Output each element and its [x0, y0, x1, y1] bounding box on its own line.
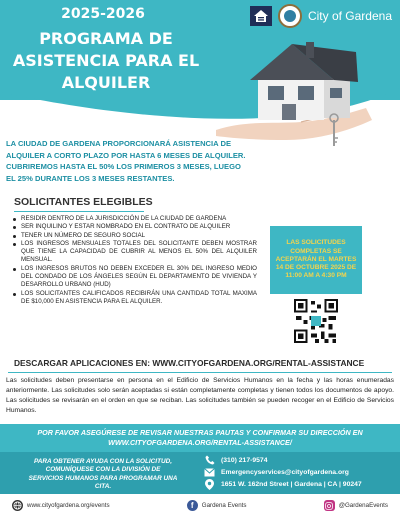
equal-housing-icon	[250, 6, 272, 26]
instagram-icon	[324, 500, 335, 511]
globe-icon	[12, 500, 23, 511]
callout-text: LAS SOLICITUDES COMPLETAS SE ACEPTARÁN EL MARTES 14 DE OCTUBRE 2025 DE 11:00 AM A 4:30 PM	[275, 239, 357, 280]
footer-facebook-text: Gardena Events	[201, 502, 247, 509]
facebook-icon: f	[187, 500, 198, 511]
eligibility-list	[12, 215, 257, 306]
contact-address-row	[204, 478, 399, 490]
download-link[interactable]: DESCARGAR APLICACIONES EN: WWW.CITYOFGARDENA.ORG/RENTAL-ASSISTANCE	[14, 358, 365, 368]
contact-email-row[interactable]	[204, 466, 399, 478]
footer	[0, 494, 400, 517]
contact-phone-row[interactable]	[204, 454, 399, 466]
intro-text: LA CIUDAD DE GARDENA PROPORCIONARÁ ASISTENCIA DE ALQUILER A CORTO PLAZO POR HASTA 6 MESES DE ALQUILER. CUBRIREMOS HASTA EL 50% LOS PRIMEROS 3 MESES, LUEGO EL 25% DURANTE LOS 3 MESES RESTANTES.	[6, 139, 246, 183]
logo-group	[250, 4, 392, 28]
phone-icon	[204, 455, 215, 466]
apply-divider	[8, 372, 392, 373]
contact-help-text: PARA OBTENER AYUDA CON LA SOLICITUD, COMUNÍQUESE CON LA DIVISIÓN DE SERVICIOS HUMANOS PARA PROGRAMAR UNA CITA.	[28, 458, 178, 491]
banner-text: POR FAVOR ASEGÚRESE DE REVISAR NUESTRAS PAUTAS Y CONFIRMAR SU DIRECCIÓN EN WWW.CITYOFGARDENA.ORG/RENTAL-ASSISTANCE/	[37, 428, 363, 447]
footer-website[interactable]	[12, 500, 110, 511]
list-item: TENER UN NÚMERO DE SEGURO SOCIAL	[12, 232, 257, 240]
page-title: PROGRAMA DE ASISTENCIA PARA EL ALQUILER	[12, 29, 200, 92]
guidelines-banner	[0, 424, 400, 452]
contact-email: Emergencyservices@cityofgardena.org	[221, 468, 349, 476]
list-item: LOS INGRESOS MENSUALES TOTALES DEL SOLICITANTE DEBEN MOSTRAR QUE TIENE LA CAPACIDAD DE CUBRIR AL MENOS EL 50% DEL ALQUILER MENSUAL.	[12, 240, 257, 265]
footer-instagram[interactable]	[324, 500, 388, 511]
city-seal-icon	[278, 4, 302, 28]
qr-code-icon[interactable]	[292, 297, 340, 345]
eligibility-divider	[14, 211, 144, 212]
location-pin-icon	[204, 479, 215, 490]
list-item: SER INQUILINO Y ESTAR NOMBRADO EN EL CONTRATO DE ALQUILER	[12, 223, 257, 231]
list-item: RESIDIR DENTRO DE LA JURISDICCIÓN DE LA CIUDAD DE GARDENA	[12, 215, 257, 223]
list-item: LOS SOLICITANTES CALIFICADOS RECIBIRÁN UNA CANTIDAD TOTAL MAXIMA DE $10,000 EN ASISTENCIA PARA EL ALQUILER.	[12, 290, 257, 307]
list-item: LOS INGRESOS BRUTOS NO DEBEN EXCEDER EL 30% DEL INGRESO MEDIO DEL CONDADO DE LOS ÁNGELES SEGÚN EL DEPARTAMENTO DE VIVIENDA Y DESARROLLO URBANO (HUD)	[12, 265, 257, 290]
email-icon	[204, 467, 215, 478]
eligibility-title: SOLICITANTES ELEGIBLES	[14, 196, 153, 208]
program-year: 2025-2026	[61, 6, 145, 22]
house-key-illustration	[206, 28, 376, 148]
application-date-callout	[270, 226, 362, 294]
contact-phone: (310) 217-9574	[221, 456, 268, 464]
city-logo-text: City of Gardena	[307, 9, 392, 23]
submission-instructions: Las solicitudes deben presentarse en persona en el Edificio de Servicios Humanos en la fecha y las horas enumeradas anteriormente. Las solicitudes solo serán aceptadas si están completamente completas y tienen todos los documentos de apoyo. Las solicitudes se revisarán en el orden en que se reciban. Las solicitudes también se pueden recoger en el Edificio de Servicios Humanos.	[6, 377, 394, 414]
contact-address: 1651 W. 162nd Street | Gardena | CA | 90247	[221, 480, 362, 488]
contact-details	[204, 454, 399, 490]
footer-website-text: www.cityofgardena.org/events	[27, 502, 110, 509]
footer-facebook[interactable]	[187, 500, 247, 511]
footer-instagram-text: @GardenaEvents	[338, 502, 388, 509]
